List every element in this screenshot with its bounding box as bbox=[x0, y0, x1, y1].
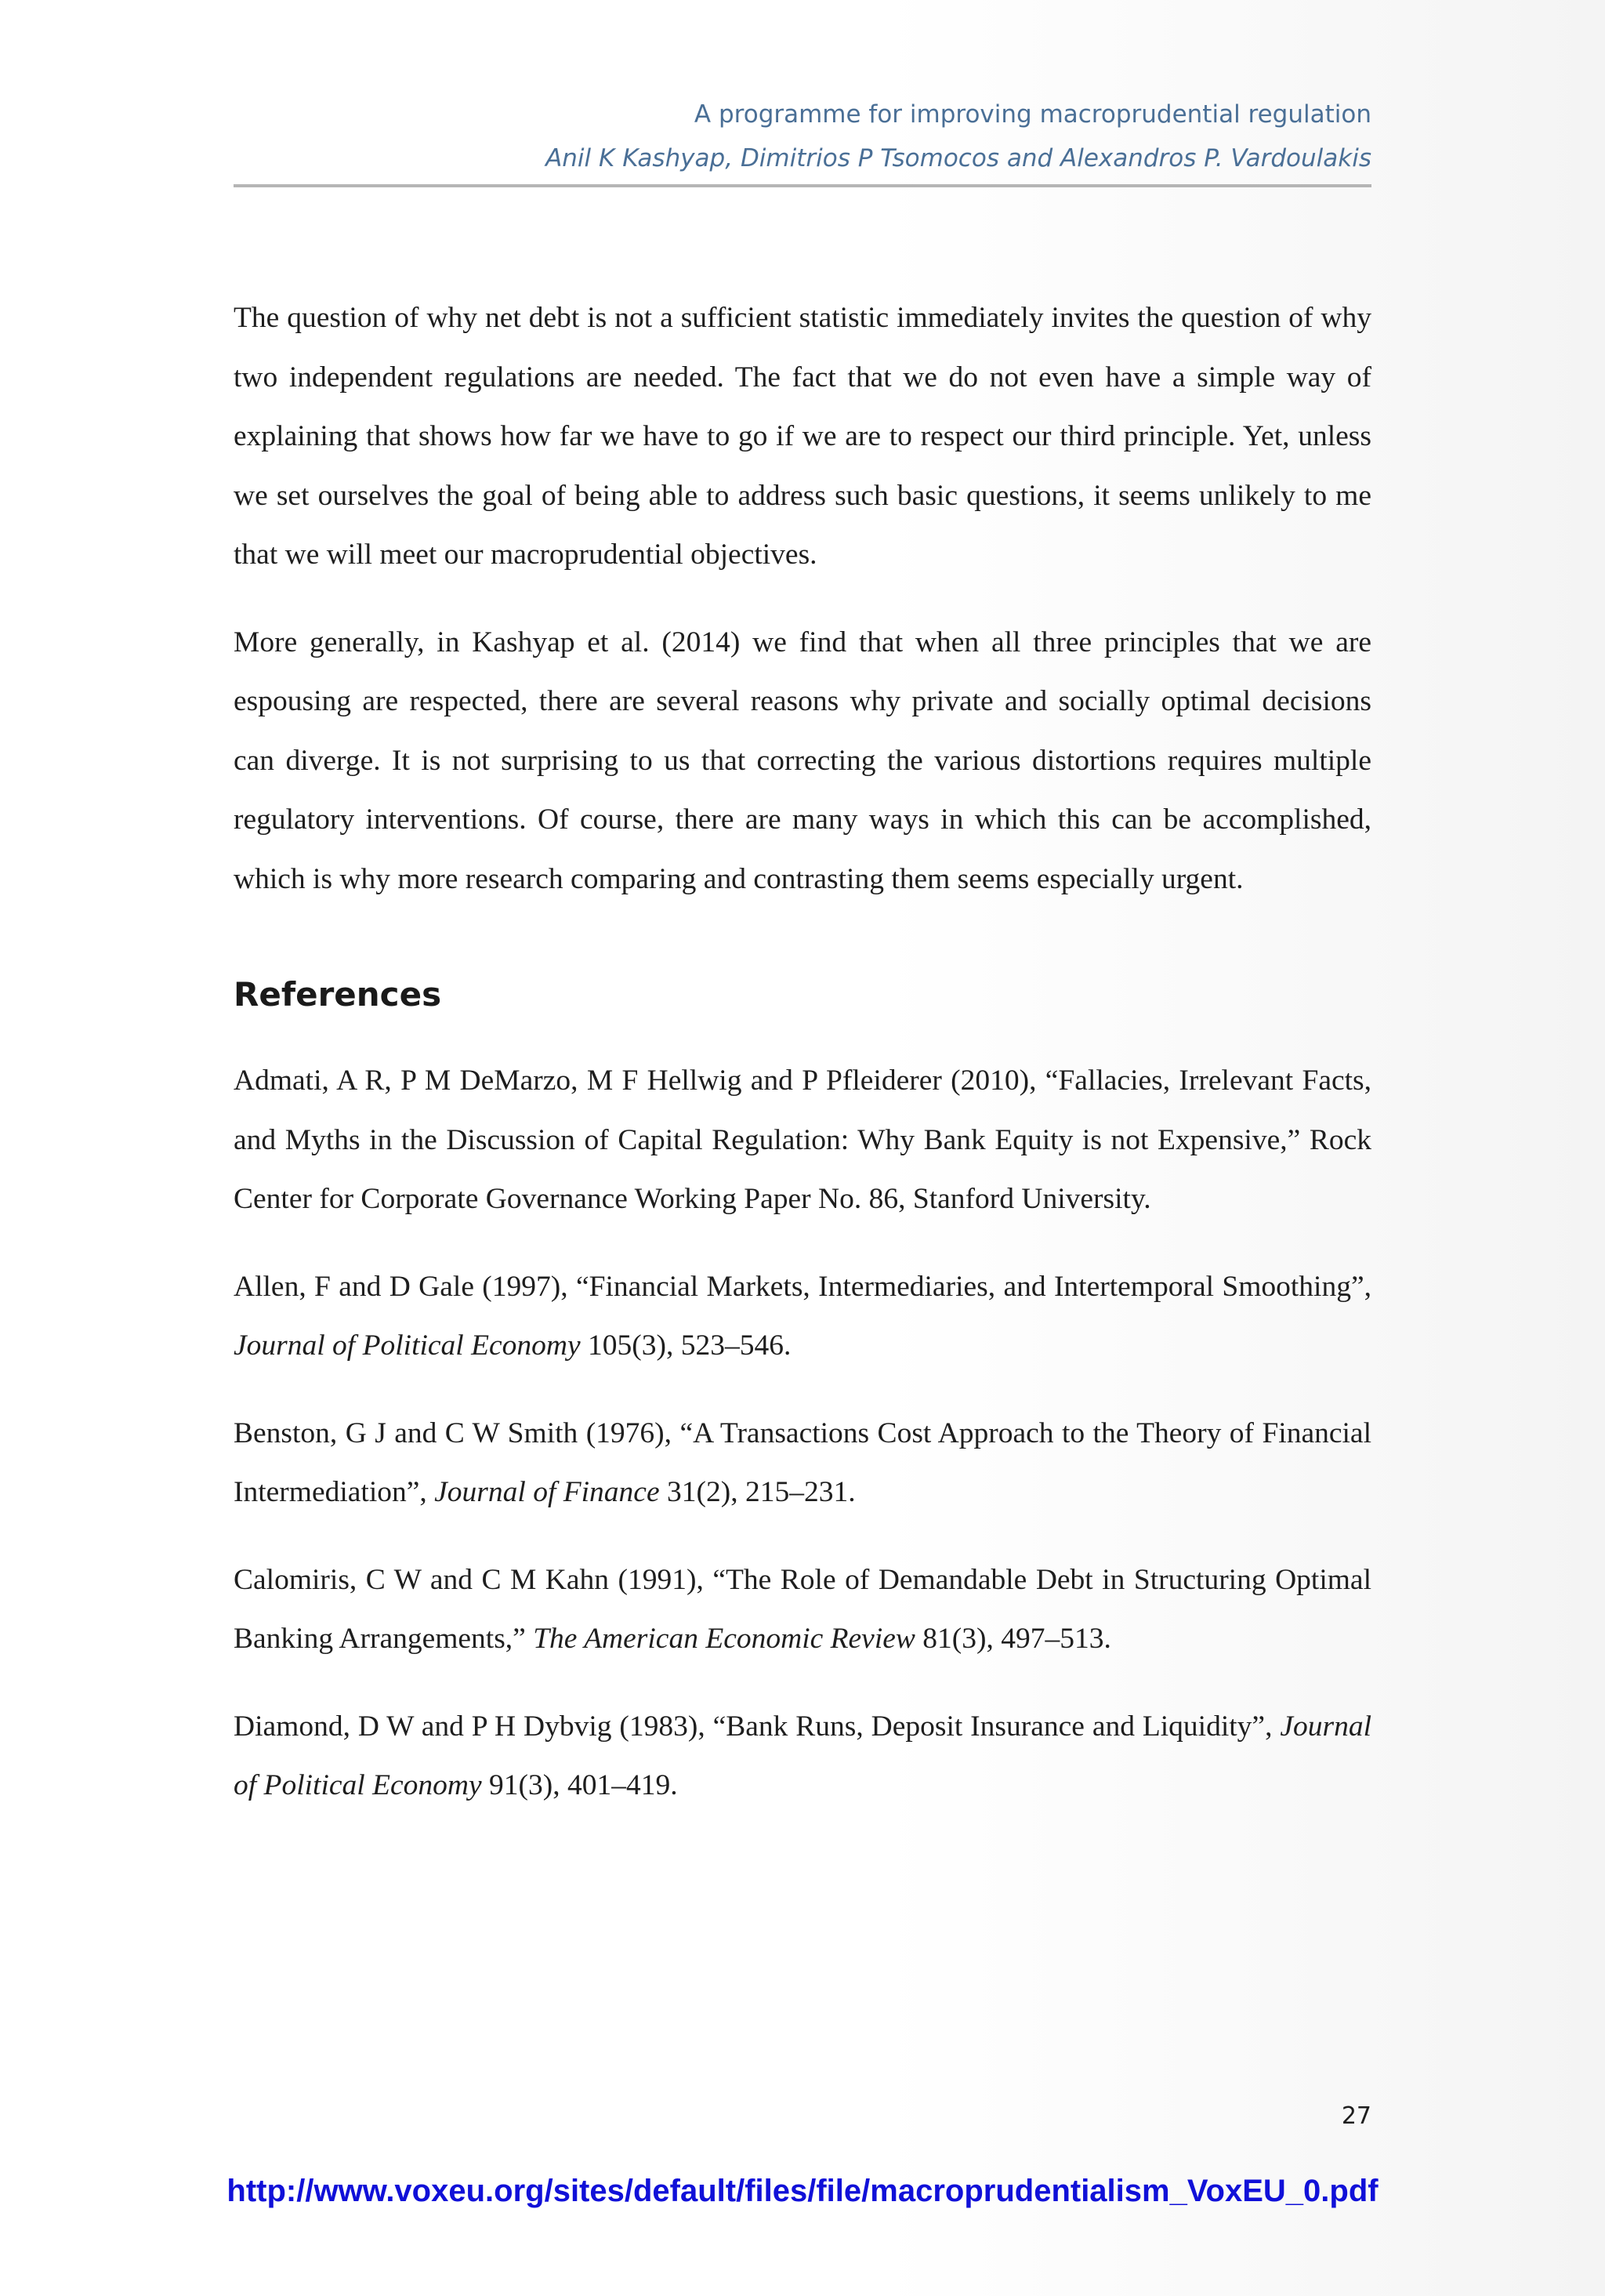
running-header bbox=[234, 92, 1371, 180]
reference-details: 31(2), 215–231. bbox=[659, 1476, 856, 1508]
reference-journal: Journal of Finance bbox=[434, 1476, 660, 1508]
reference-journal: Journal of Political Economy bbox=[234, 1710, 1371, 1801]
reference-item-4 bbox=[234, 1551, 1371, 1669]
reference-journal: Journal of Political Economy bbox=[234, 1329, 581, 1362]
reference-item-5 bbox=[234, 1697, 1371, 1815]
page-number: 27 bbox=[1341, 2102, 1371, 2130]
header-divider bbox=[234, 184, 1371, 187]
header-title: A programme for improving macroprudential regulation bbox=[694, 100, 1371, 129]
reference-journal: The American Economic Review bbox=[533, 1623, 915, 1655]
reference-text: Diamond, D W and P H Dybvig (1983), “Bank Runs, Deposit Insurance and Liquidity”, bbox=[234, 1710, 1281, 1743]
reference-details: 105(3), 523–546. bbox=[580, 1329, 792, 1362]
reference-details: 81(3), 497–513. bbox=[915, 1623, 1111, 1655]
reference-text: Allen, F and D Gale (1997), “Financial Markets, Intermediaries, and Intertemporal Smoothing”, bbox=[234, 1270, 1371, 1303]
reference-text: Benston, G J and C W Smith (1976), “A Transactions Cost Approach to the Theory of Financial Intermediation”, bbox=[234, 1416, 1371, 1508]
reference-details: 91(3), 401–419. bbox=[481, 1769, 678, 1801]
references-heading: References bbox=[234, 975, 442, 1014]
reference-text: Calomiris, C W and C M Kahn (1991), “The Role of Demandable Debt in Structuring Optimal Banking Arrangements,” bbox=[234, 1563, 1371, 1655]
body-paragraph-1: The question of why net debt is not a sufficient statistic immediately invites the question of why two independent regulations are needed. The fact that we do not even have a simple way of explaining that shows how far we have to go if we are to respect our third principle. Yet, unless we set ourselves the goal of being able to address such basic questions, it seems unlikely to me that we will meet our macroprudential objectives. bbox=[234, 302, 1371, 571]
reference-item-3 bbox=[234, 1404, 1371, 1522]
header-authors: Anil K Kashyap, Dimitrios P Tsomocos and Alexandros P. Vardoulakis bbox=[545, 144, 1371, 172]
source-url-link[interactable]: http://www.voxeu.org/sites/default/files/file/macroprudentialism_VoxEU_0.pdf bbox=[226, 2174, 1379, 2208]
body-paragraph-2: More generally, in Kashyap et al. (2014) we find that when all three principles that we are espousing are respected, there are several reasons why private and socially optimal decisions can diverge. It is not surprising to us that correcting the various distortions requires multiple regulatory interventions. Of course, there are many ways in which this can be accomplished, which is why more research comparing and contrasting them seems especially urgent. bbox=[234, 626, 1371, 895]
main-content bbox=[234, 288, 1371, 1844]
reference-item-1 bbox=[234, 1051, 1371, 1229]
reference-text: Admati, A R, P M DeMarzo, M F Hellwig and P Pfleiderer (2010), “Fallacies, Irrelevant Facts, and Myths in the Discussion of Capital Regulation: Why Bank Equity is not Expensive,” Rock Center for Corporate Governance Working Paper No. 86, Stanford University. bbox=[234, 1065, 1371, 1215]
reference-item-2 bbox=[234, 1257, 1371, 1376]
